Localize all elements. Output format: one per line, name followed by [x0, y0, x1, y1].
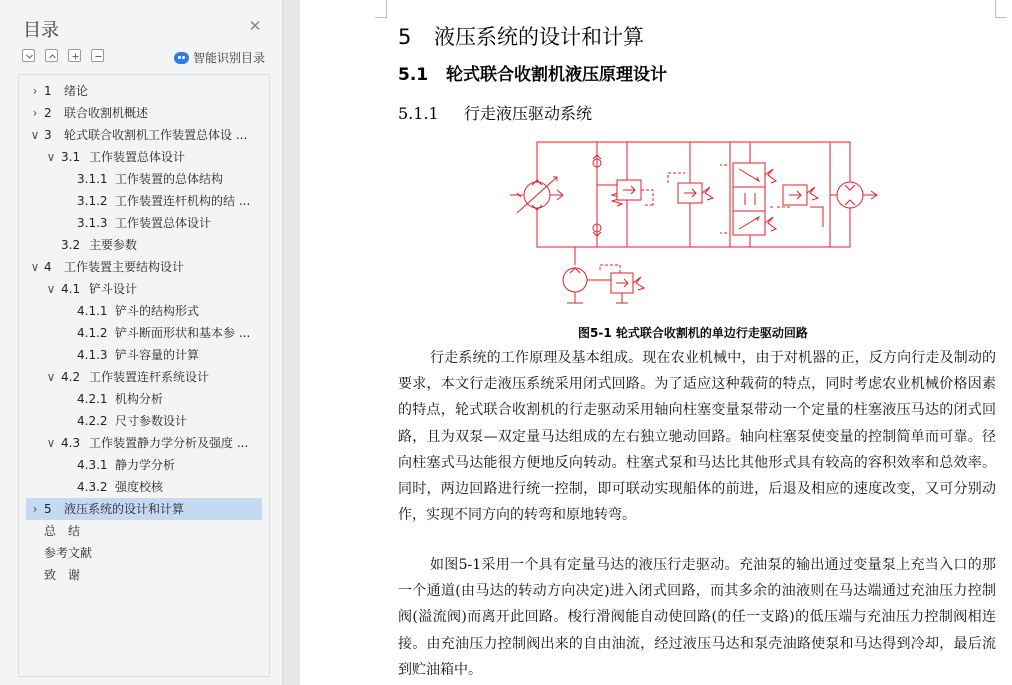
- chevron-right-icon[interactable]: ›: [32, 84, 38, 98]
- toc-item-label: 工作装置的总体结构: [115, 172, 224, 186]
- remove-heading-icon[interactable]: [91, 49, 104, 62]
- add-heading-icon[interactable]: [68, 49, 81, 62]
- toc-item[interactable]: [19, 80, 269, 102]
- toc-item-number: 4.3.1: [77, 458, 108, 472]
- chevron-down-icon[interactable]: ∨: [30, 260, 40, 274]
- figure-caption: 图5-1 轮式联合收割机的单边行走驱动回路: [578, 326, 808, 340]
- page-corner-left: [375, 0, 387, 18]
- toc-item[interactable]: [19, 234, 269, 256]
- toc-item[interactable]: [19, 322, 269, 344]
- chevron-down-icon[interactable]: ∨: [46, 282, 56, 296]
- toc-item-number: 3: [44, 128, 52, 142]
- toc-item[interactable]: [19, 366, 269, 388]
- toc-item-label: 铲斗的结构形式: [115, 304, 200, 318]
- robot-icon: [174, 52, 189, 64]
- toc-item-number: 2: [44, 106, 52, 120]
- toc-item-label: 铲斗容量的计算: [115, 348, 200, 362]
- toc-item-number: 3.1: [61, 150, 81, 164]
- toc-item-number: 4.2.1: [77, 392, 108, 406]
- chevron-down-icon[interactable]: ∨: [46, 150, 56, 164]
- toc-item[interactable]: [19, 278, 269, 300]
- toc-item-number: 4.1: [61, 282, 81, 296]
- expand-all-icon[interactable]: [45, 49, 58, 62]
- toc-item-label: 尺寸参数设计: [115, 414, 188, 428]
- chevron-down-icon[interactable]: ∨: [46, 436, 56, 450]
- toc-item-number: 1: [44, 84, 52, 98]
- toc-item-label: 工作装置静力学分析及强度 ...: [89, 436, 249, 450]
- smart-toc-label: 智能识别目录: [193, 51, 266, 65]
- toc-item-label: 液压系统的设计和计算: [64, 502, 185, 516]
- toc-item[interactable]: [19, 520, 269, 542]
- paragraph-2: 如图5-1采用一个具有定量马达的液压行走驱动。充油泵的输出通过变量泵上充当入口的那一个通道(由马达的转动方向决定)进入闭式回路，而其多余的油液则在马达端通过充油压力控制阀(溢流阀)而离开此回路。梭行滑阀能自动使回路(的任一支路)的低压端与充油压力控制阀相连接。由充油压力控制阀出来的自由油流，经过液压马达和泵壳油路使泵和马达得到冷却，最后流到贮油箱中。: [398, 557, 996, 678]
- toc-item-label: 机构分析: [115, 392, 164, 406]
- toc-item-label: 参考文献: [44, 546, 93, 560]
- toc-item-label: 工作装置总体设计: [89, 150, 186, 164]
- toc-item-label: 工作装置主要结构设计: [64, 260, 185, 274]
- chevron-right-icon[interactable]: ›: [32, 502, 38, 516]
- toc-item[interactable]: [19, 344, 269, 366]
- toc-item[interactable]: [19, 212, 269, 234]
- toc-item-label: 工作装置连杆系统设计: [89, 370, 210, 384]
- toc-item[interactable]: [19, 168, 269, 190]
- toc-item-number: 3.1.3: [77, 216, 108, 230]
- toc-item-number: 3.2: [61, 238, 81, 252]
- toc-item[interactable]: [19, 476, 269, 498]
- toc-item[interactable]: [19, 388, 269, 410]
- toc-item-label: 铲斗断面形状和基本参 ...: [115, 326, 251, 340]
- heading-chapter-5: 5 液压系统的设计和计算: [398, 25, 644, 49]
- toc-item[interactable]: [19, 542, 269, 564]
- toc-item-label: 铲斗设计: [89, 282, 138, 296]
- toc-item-label: 轮式联合收割机工作装置总体设 ...: [64, 128, 248, 142]
- page-corner-right: [995, 0, 1007, 18]
- toc-item-label: 静力学分析: [115, 458, 176, 472]
- toc-item-label: 工作装置总体设计: [115, 216, 212, 230]
- toc-item[interactable]: [19, 146, 269, 168]
- toc-item-label: 绪论: [64, 84, 89, 98]
- toc-item[interactable]: [19, 564, 269, 586]
- outline-panel: [0, 0, 283, 685]
- heading-section-5-1: 5.1 轮式联合收割机液压原理设计: [398, 65, 667, 85]
- chevron-down-icon[interactable]: ∨: [46, 370, 56, 384]
- toc-item-label: 工作装置连杆机构的结 ...: [115, 194, 251, 208]
- toc-item[interactable]: [26, 498, 262, 520]
- toc-item-label: 总 结: [44, 524, 81, 538]
- toc-item-number: 5: [44, 502, 52, 516]
- toc-item-label: 强度校核: [115, 480, 164, 494]
- toc-item-number: 4.2: [61, 370, 81, 384]
- toc-item-number: 4.2.2: [77, 414, 108, 428]
- toc-item[interactable]: [19, 432, 269, 454]
- toc-item[interactable]: [19, 124, 269, 146]
- chevron-right-icon[interactable]: ›: [32, 106, 38, 120]
- toc-item-number: 4.1.1: [77, 304, 108, 318]
- chevron-down-icon[interactable]: ∨: [30, 128, 40, 142]
- toc-item-number: 3.1.1: [77, 172, 108, 186]
- toc-item-number: 4.3: [61, 436, 81, 450]
- toc-item-number: 4.3.2: [77, 480, 108, 494]
- toc-item-label: 致 谢: [44, 568, 81, 582]
- outline-title: 目录: [23, 20, 59, 41]
- toc-item[interactable]: [19, 410, 269, 432]
- close-icon[interactable]: ✕: [248, 17, 262, 35]
- toc-item-number: 4.1.3: [77, 348, 108, 362]
- toc-item-label: 联合收割机概述: [64, 106, 149, 120]
- toc-item[interactable]: [19, 190, 269, 212]
- outline-toolbar: [22, 49, 104, 62]
- hydraulic-circuit-figure: [505, 135, 885, 320]
- toc-item-number: 4: [44, 260, 52, 274]
- toc-item[interactable]: [19, 454, 269, 476]
- toc-list: [18, 74, 270, 677]
- toc-item[interactable]: [19, 300, 269, 322]
- toc-item[interactable]: [19, 256, 269, 278]
- smart-toc-button[interactable]: [174, 49, 265, 66]
- collapse-all-icon[interactable]: [22, 49, 35, 62]
- toc-item-number: 4.1.2: [77, 326, 108, 340]
- heading-subsection-5-1-1: 5.1.1 行走液压驱动系统: [398, 104, 593, 123]
- toc-item-number: 3.1.2: [77, 194, 108, 208]
- toc-item[interactable]: [19, 102, 269, 124]
- paragraph-1: 行走系统的工作原理及基本组成。现在农业机械中，由于对机器的正，反方向行走及制动的要求，本文行走液压系统采用闭式回路。为了适应这种载荷的特点，同时考虑农业机械价格因素的特点，轮式联合收割机的行走驱动采用轴向柱塞变量泵带动一个定量的柱塞液压马达的闭式回路，且为双泵—双定量马达组成的左右独立驰动回路。轴向柱塞泵使变量的控制简单而可靠。径向柱塞式马达能很方便地反向转动。柱塞式泵和马达比其他形式具有较高的容积效率和总效率。同时，两边回路进行统一控制，即可联动实现船体的前进，后退及相应的速度改变，又可分别动作，实现不同方向的转弯和原地转弯。: [398, 350, 996, 524]
- toc-item-label: 主要参数: [89, 238, 138, 252]
